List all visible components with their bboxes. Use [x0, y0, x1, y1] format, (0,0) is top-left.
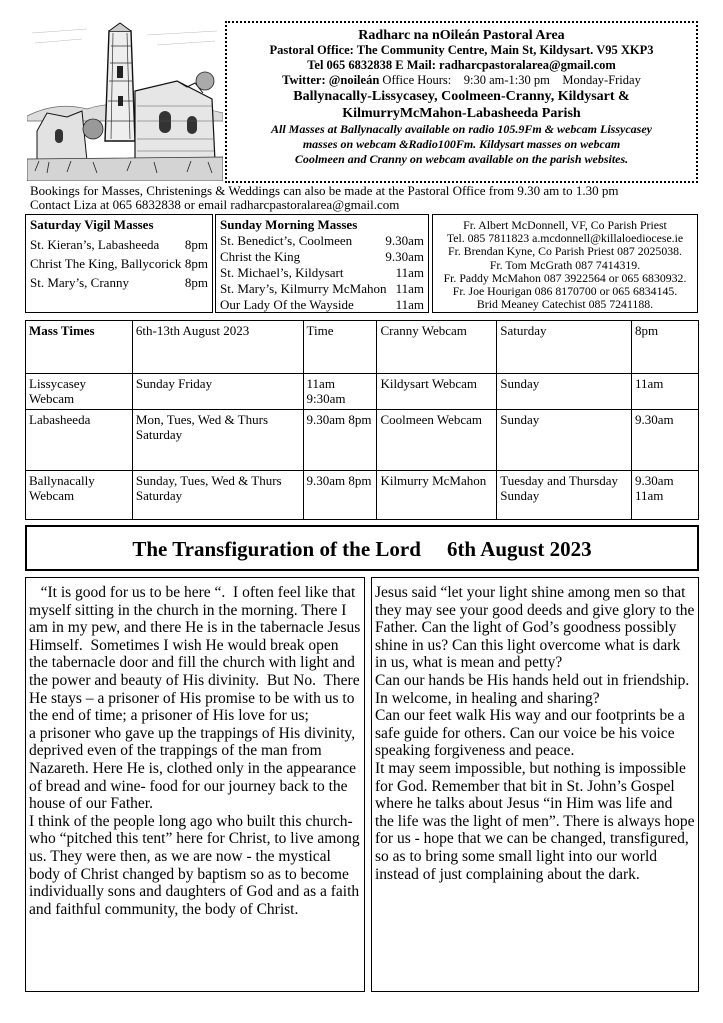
reflection-paragraph: Jesus said “let your light shine among men so that they may see your good deeds and give glory to the Father. Can the light of God’s goodness possibly shine in us? Can this light overcome what is dark in us, what is mean and petty?	[375, 584, 695, 672]
table-cell: 9.30am 8pm	[303, 410, 377, 471]
list-item	[220, 281, 424, 297]
feast-title: The Transfiguration of the Lord	[132, 537, 421, 561]
office-hours: Office Hours: 9:30 am-1:30 pm Monday-Friday	[382, 73, 641, 87]
table-cell: Sunday, Tues, Wed & Thurs Saturday	[132, 471, 303, 520]
clergy-line: Tel. 085 7811823 a.mcdonnell@killaloediocese.ie	[446, 231, 684, 246]
table-cell: Cranny Webcam	[377, 321, 497, 374]
mass-time: 8pm	[184, 237, 208, 252]
bookings-notice	[30, 184, 710, 212]
table-row	[26, 471, 699, 520]
saturday-vigil-masses	[25, 214, 213, 313]
table-cell: Labasheeda	[26, 410, 133, 471]
table-cell: Tuesday and Thursday Sunday	[497, 471, 632, 520]
clergy-line: Fr. Albert McDonnell, VF, Co Parish Priest	[463, 218, 667, 232]
table-row	[26, 374, 699, 410]
twitter-handle: Twitter: @noileán	[282, 73, 380, 87]
table-cell: Mon, Tues, Wed & Thurs Saturday	[132, 410, 303, 471]
pastoral-area-header	[225, 21, 698, 183]
church-name: Our Lady Of the Wayside	[220, 297, 354, 312]
sunday-morning-masses	[215, 214, 429, 313]
reflection-paragraph: It may seem impossible, but nothing is impossible for God. Remember that bit in St. John’s Gospel where he talks about Jesus “in Him was life and the life was the light of men”. There is always hope for us - hope that we can be changed, transfigured, so as to bring some small light into our world instead of just complaining about the dark.	[375, 759, 695, 883]
list-item	[30, 256, 208, 272]
table-cell: Sunday	[497, 410, 632, 471]
table-cell: Saturday	[497, 321, 632, 374]
table-row	[26, 410, 699, 471]
table-cell: 11am 9:30am	[303, 374, 377, 410]
clergy-line: Fr. Joe Hourigan 086 8170700 or 065 6834145.	[452, 284, 678, 299]
mass-times-table	[25, 320, 699, 520]
parish-names-line2: KilmurryMcMahon-Labasheeda Parish	[342, 106, 581, 121]
radio-webcam-line1: All Masses at Ballynacally available on radio 105.9Fm & webcam Lissycasey	[271, 122, 652, 136]
clergy-line: Fr. Tom McGrath 087 7414319.	[489, 257, 641, 272]
pastoral-office-address: Pastoral Office: The Community Centre, Main St, Kildysart. V95 XKP3	[269, 43, 654, 57]
contact-details: Tel 065 6832838 E Mail: radharcpastoralarea@gmail.com	[307, 58, 616, 72]
table-cell: Sunday	[497, 374, 632, 410]
clergy-line: Fr. Brendan Kyne, Co Parish Priest 087 2025038.	[448, 244, 682, 259]
radio-webcam-line3: Coolmeen and Cranny on webcam available on the parish websites.	[294, 152, 629, 166]
radio-webcam-line2: masses on webcam &Radio100Fm. Kildysart masses on webcam	[302, 137, 621, 151]
sunday-morning-heading: Sunday Morning Masses	[220, 217, 358, 232]
table-cell: 11am	[632, 374, 699, 410]
table-cell: 9.30am 11am	[632, 471, 699, 520]
clergy-line: Brid Meaney Catechist 085 7241188.	[476, 297, 654, 312]
reflection-paragraph: I think of the people long ago who built this church- who “pitched this tent” here for Christ, to live among us. They were then, as we are now - the mystical body of Christ changed by baptism so as to become individually sons and daughters of God and as a faith and faithful community, the body of Christ.	[29, 812, 360, 918]
list-item	[220, 249, 424, 265]
feast-title-banner	[25, 525, 699, 571]
list-item	[30, 275, 208, 291]
clergy-line: Fr. Paddy McMahon 087 3922564 or 065 6830932.	[443, 270, 687, 285]
parish-names-line1: Ballynacally-Lissycasey, Coolmeen-Cranny, Kildysart &	[293, 89, 630, 104]
clergy-contacts	[432, 214, 698, 313]
reflection-paragraph: “It is good for us to be here “. I often feel like that myself sitting in the church in the morning. There I am in my pew, and there He is in the tabernacle Jesus Himself. Sometimes I wish He would break open the tabernacle door and fill the church with light and the power and beauty of His divinity. But No. There He stays – a prisoner of His promise to be with us to the end of time; a prisoner of His love for us;	[29, 584, 365, 725]
church-name: St. Benedict’s, Coolmeen	[220, 233, 353, 248]
table-cell: Lissycasey Webcam	[26, 374, 133, 410]
list-item	[220, 265, 424, 281]
contact-liza-line: Contact Liza at 065 6832838 or email radharcpastoralarea@gmail.com	[30, 197, 400, 212]
twitter-hours-line	[227, 73, 696, 88]
reflection-column-right	[371, 577, 699, 992]
mass-time: 8pm	[184, 256, 208, 271]
church-name: Christ The King, Ballycorick	[30, 256, 182, 271]
church-name: Christ the King	[220, 249, 301, 264]
church-name: St. Mary’s, Cranny	[30, 275, 129, 290]
table-cell: 8pm	[632, 321, 699, 374]
saturday-vigil-heading: Saturday Vigil Masses	[30, 217, 154, 232]
table-cell: Ballynacally Webcam	[26, 471, 133, 520]
mass-time: 11am	[395, 265, 424, 280]
church-name: St. Kieran’s, Labasheeda	[30, 237, 160, 252]
mass-time: 9.30am	[385, 249, 424, 264]
table-cell: Coolmeen Webcam	[377, 410, 497, 471]
table-cell: Kildysart Webcam	[377, 374, 497, 410]
bookings-line: Bookings for Masses, Christenings & Weddings can also be made at the Pastoral Office from 9.30 am to 1.30 pm	[30, 183, 619, 198]
list-item	[220, 233, 424, 249]
table-row	[26, 321, 699, 374]
table-cell: 6th-13th August 2023	[132, 321, 303, 374]
table-cell: Kilmurry McMahon	[377, 471, 497, 520]
reflection-paragraph: Can our feet walk His way and our footprints be a safe guide for others. Can our voice be his voice speaking forgiveness and peace.	[375, 707, 685, 760]
reflection-column-left	[25, 577, 365, 992]
mass-time: 11am	[395, 281, 424, 296]
mass-time: 11am	[395, 297, 424, 312]
list-item	[30, 237, 208, 253]
church-name: St. Mary’s, Kilmurry McMahon	[220, 281, 387, 296]
feast-date: 6th August 2023	[446, 537, 592, 561]
table-cell: 9.30am 8pm	[303, 471, 377, 520]
reflection-paragraph: a prisoner who gave up the trappings of His divinity, deprived even of the trappings of the man from Nazareth. Here He is, clothed only in the appearance of bread and wine- food for our journey back to the house of our Father.	[29, 724, 357, 813]
table-cell: 9.30am	[632, 410, 699, 471]
list-item	[220, 297, 424, 313]
table-cell: Mass Times	[26, 321, 133, 374]
church-name: St. Michael’s, Kildysart	[220, 265, 344, 280]
pastoral-area-title: Radharc na nOileán Pastoral Area	[358, 28, 565, 43]
church-ruin-illustration	[27, 21, 223, 181]
table-cell: Sunday Friday	[132, 374, 303, 410]
mass-time: 8pm	[184, 275, 208, 290]
table-cell: Time	[303, 321, 377, 374]
mass-time: 9.30am	[385, 233, 424, 248]
reflection-paragraph: Can our hands be His hands held out in friendship. In welcome, in healing and sharing?	[375, 671, 690, 707]
